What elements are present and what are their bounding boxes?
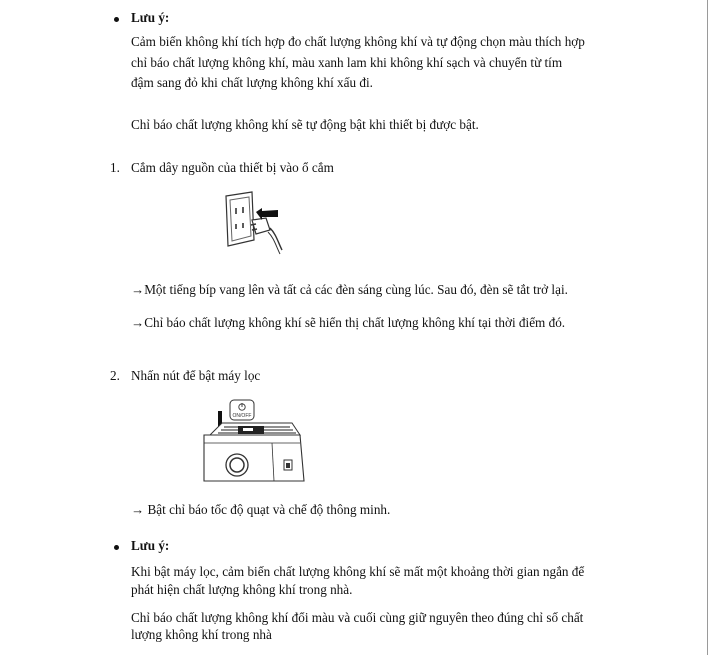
- step-1-text: Cắm dây nguồn của thiết bị vào ổ cắm: [131, 160, 334, 175]
- step-2-text: Nhấn nút để bật máy lọc: [131, 368, 261, 383]
- note-2-heading: Lưu ý:: [131, 538, 170, 553]
- note-1-line-4: Chỉ báo chất lượng không khí sẽ tự động bật khi thiết bị được bật.: [131, 117, 479, 132]
- note-2-line-3: Chỉ báo chất lượng không khí đổi màu và cuối cùng giữ nguyên theo đúng chỉ số chất: [131, 610, 584, 625]
- step-2-number: 2.: [110, 368, 120, 383]
- step-1-result-2: →Chỉ báo chất lượng không khí sẽ hiển thị chất lượng không khí tại thời điểm đó.: [131, 315, 566, 330]
- note-1-line-1: Cảm biến không khí tích hợp đo chất lượng không khí và tự động chọn màu thích hợp: [131, 34, 585, 49]
- power-plug-illustration: [222, 190, 286, 256]
- note-1-heading: Lưu ý:: [131, 10, 170, 25]
- note-2-line-4: lượng không khí trong nhà: [131, 627, 272, 642]
- note-1-line-3: đậm sang đỏ khi chất lượng không khí xấu đi.: [131, 75, 373, 90]
- step-2-result: → Bật chỉ báo tốc độ quạt và chế độ thông minh.: [131, 502, 391, 517]
- note-1-line-2: chỉ báo chất lượng không khí, màu xanh lam khi không khí sạch và chuyển từ tím: [131, 55, 563, 70]
- on-off-button-label: ON/OFF: [232, 413, 252, 419]
- air-purifier-illustration: [196, 395, 308, 485]
- note-2-line-2: phát hiện chất lượng không khí trong nhà.: [131, 582, 353, 597]
- step-1-result-1: →Một tiếng bíp vang lên và tất cả các đèn sáng cùng lúc. Sau đó, đèn sẽ tắt trở lại.: [131, 282, 568, 297]
- bullet-note-1: [114, 17, 119, 22]
- note-2-line-1: Khi bật máy lọc, cảm biến chất lượng không khí sẽ mất một khoảng thời gian ngắn để: [131, 564, 585, 579]
- bullet-note-2: [114, 545, 119, 550]
- step-1-number: 1.: [110, 160, 120, 175]
